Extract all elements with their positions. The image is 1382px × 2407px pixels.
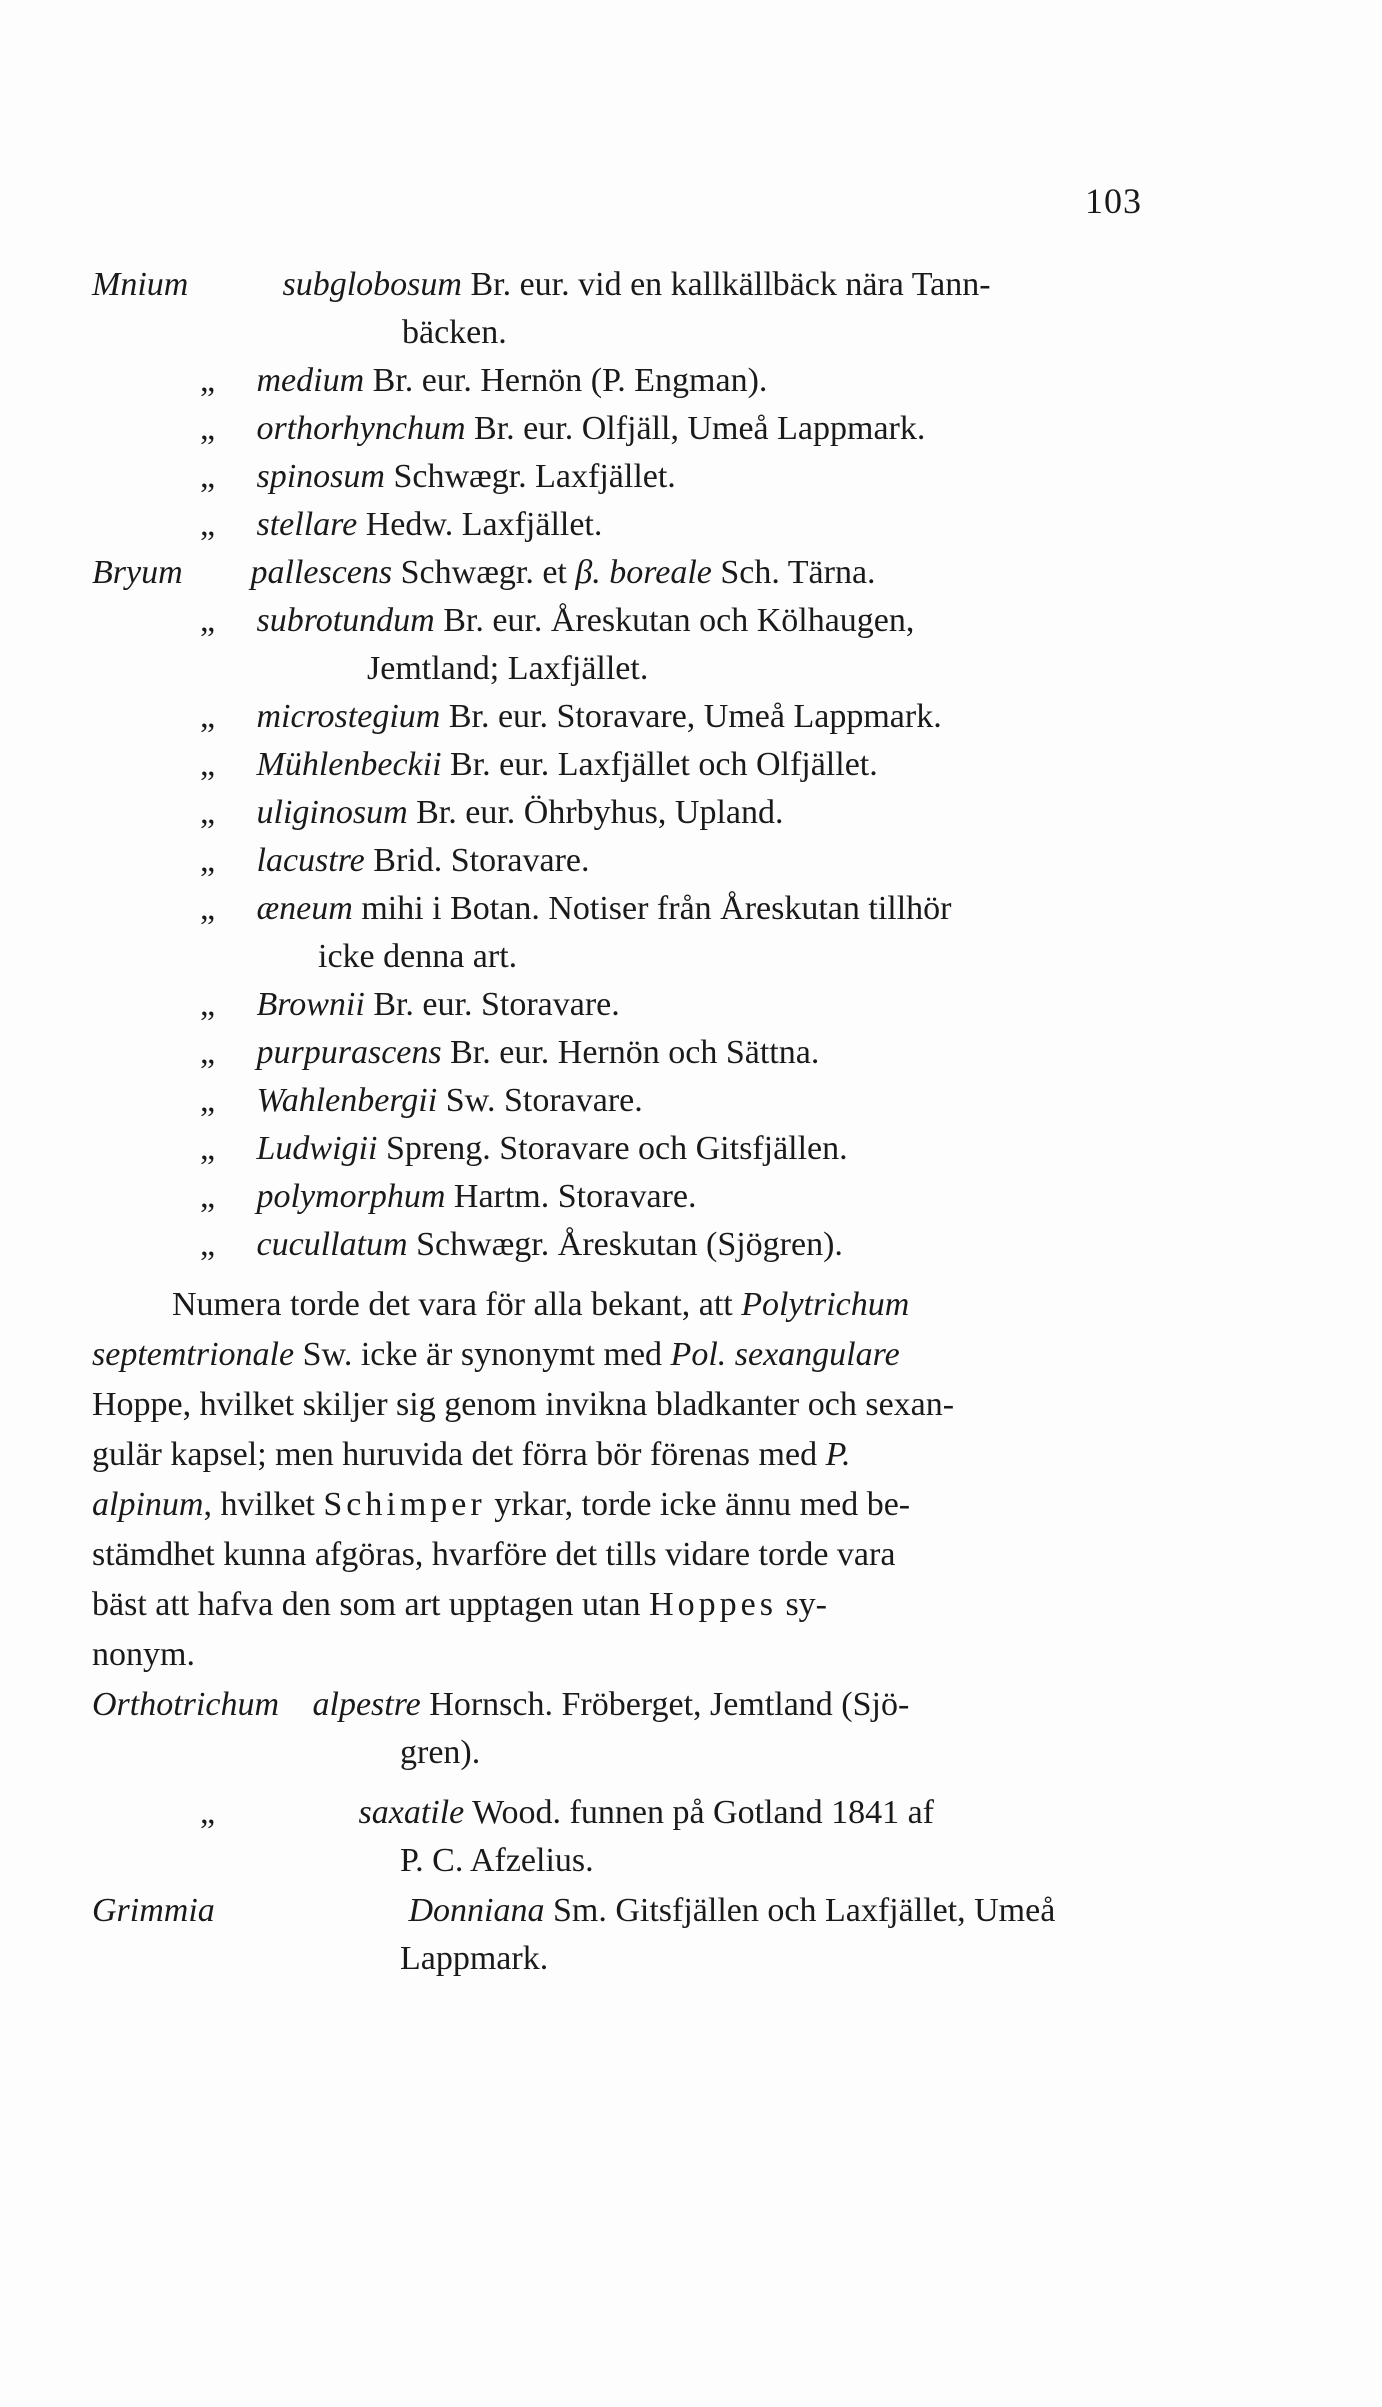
paragraph-text: Sw. icke är synonymt med xyxy=(294,1336,671,1373)
list-item xyxy=(200,1126,848,1172)
locality: Gitsfjällen och Laxfjället, Umeå xyxy=(615,1892,1056,1929)
species-name: æneum xyxy=(256,890,353,927)
list-item xyxy=(200,598,914,644)
species-name: subglobosum xyxy=(282,266,462,303)
locality: Åreskutan och Kölhaugen, xyxy=(550,602,915,639)
locality: Hernön (P. Engman). xyxy=(480,362,768,399)
species-name: subrotundum xyxy=(256,602,435,639)
species-name: stellare xyxy=(256,506,358,543)
author: mihi i Botan. xyxy=(361,890,540,927)
list-item xyxy=(200,1222,843,1268)
locality: Laxfjället. xyxy=(535,458,676,495)
paragraph-line: Hoppe, hvilket skiljer sig genom invikna bladkanter och sexan- xyxy=(92,1386,955,1423)
author: Br. eur. xyxy=(443,602,543,639)
species-name: Wahlenbergii xyxy=(256,1082,438,1119)
paragraph-text: gulär kapsel; men huruvida det förra bör förenas med xyxy=(92,1436,826,1473)
locality: Hernön och Sättna. xyxy=(557,1034,820,1071)
list-item xyxy=(200,358,767,404)
author: Br. eur. xyxy=(416,794,516,831)
paragraph-italic: alpinum xyxy=(92,1486,204,1523)
author: Brid. xyxy=(373,842,443,879)
ditto-mark: „ xyxy=(200,458,216,495)
author: Br. eur. xyxy=(448,698,549,735)
ditto-mark: „ xyxy=(200,1082,216,1119)
species-name: pallescens xyxy=(250,554,393,591)
paragraph-line: nonym. xyxy=(92,1636,195,1673)
list-item-continuation: Lappmark. xyxy=(400,1940,549,1977)
species-name: alpestre xyxy=(312,1686,421,1723)
author: Spreng. xyxy=(385,1130,491,1167)
list-item-continuation: gren). xyxy=(400,1734,481,1771)
ditto-mark: „ xyxy=(200,1034,216,1071)
list-item xyxy=(92,1888,1055,1934)
author: Wood. xyxy=(472,1794,562,1831)
list-item xyxy=(200,1790,934,1836)
ditto-mark: „ xyxy=(200,602,216,639)
ditto-mark: „ xyxy=(200,986,216,1023)
list-item-continuation: bäcken. xyxy=(402,314,507,351)
ditto-mark: „ xyxy=(200,794,216,831)
list-item xyxy=(200,790,784,836)
paragraph-line xyxy=(172,1282,909,1328)
locality: Storavare. xyxy=(503,1082,643,1119)
locality: Storavare, Umeå Lappmark. xyxy=(556,698,942,735)
locality: Storavare och Gitsfjällen. xyxy=(499,1130,848,1167)
author: Br. eur. xyxy=(470,266,570,303)
species-name: polymorphum xyxy=(256,1178,446,1215)
ditto-mark: „ xyxy=(200,1226,216,1263)
author: Hornsch. xyxy=(429,1686,553,1723)
locality: Öhrbyhus, Upland. xyxy=(523,794,784,831)
ditto-mark: „ xyxy=(200,698,216,735)
species-name: Ludwigii xyxy=(256,1130,378,1167)
list-item-continuation: P. C. Afzelius. xyxy=(400,1842,594,1879)
author: Schwægr. xyxy=(416,1226,550,1263)
paragraph-italic: Polytrichum xyxy=(741,1286,910,1323)
author: Br. eur. xyxy=(372,362,472,399)
list-item xyxy=(200,406,925,452)
locality: Olfjäll, Umeå Lappmark. xyxy=(581,410,926,447)
list-item xyxy=(200,454,676,500)
paragraph-text: yrkar, torde icke ännu med be- xyxy=(485,1486,911,1523)
species-name: lacustre xyxy=(256,842,365,879)
author: Schwægr. xyxy=(393,458,527,495)
list-item xyxy=(200,1174,697,1220)
author: Br. eur. xyxy=(450,1034,550,1071)
author: Br. eur. xyxy=(450,746,550,783)
list-item xyxy=(200,982,620,1028)
paragraph-line xyxy=(92,1432,850,1478)
ditto-mark: „ xyxy=(200,362,216,399)
paragraph-spaced: Schimper xyxy=(323,1486,486,1523)
species-name: cucullatum xyxy=(256,1226,408,1263)
species-name: medium xyxy=(256,362,365,399)
locality: Sch. Tärna. xyxy=(720,554,876,591)
list-item xyxy=(92,1682,909,1728)
ditto-mark: „ xyxy=(200,1178,216,1215)
list-item xyxy=(200,886,952,932)
ditto-mark: „ xyxy=(200,890,216,927)
species-name: Donniana xyxy=(408,1892,545,1929)
page-number: 103 xyxy=(1085,181,1142,221)
species-name: saxatile xyxy=(358,1794,465,1831)
locality: Storavare. xyxy=(450,842,590,879)
paragraph-text: bäst att hafva den som art upptagen utan xyxy=(92,1586,650,1623)
genus-name: Bryum xyxy=(92,554,183,591)
paragraph-italic: Pol. sexangulare xyxy=(670,1336,900,1373)
paragraph-text: Numera torde det vara för alla bekant, att xyxy=(172,1286,742,1323)
genus-name: Orthotrichum xyxy=(92,1686,279,1723)
locality: Fröberget, Jemtland (Sjö- xyxy=(561,1686,910,1723)
locality: Laxfjället. xyxy=(461,506,603,543)
paragraph-line xyxy=(92,1482,910,1528)
ditto-mark: „ xyxy=(200,506,216,543)
paragraph-text: sy- xyxy=(776,1586,828,1623)
paragraph-line xyxy=(92,1332,900,1378)
list-item xyxy=(200,694,942,740)
list-item xyxy=(200,1030,819,1076)
paragraph-line: stämdhet kunna afgöras, hvarföre det tills vidare torde vara xyxy=(92,1536,896,1573)
author: Br. eur. xyxy=(373,986,473,1023)
ditto-mark: „ xyxy=(200,842,216,879)
species-name: uliginosum xyxy=(256,794,408,831)
author: Hartm. xyxy=(453,1178,550,1215)
list-item xyxy=(92,550,876,596)
species-name: microstegium xyxy=(256,698,441,735)
ditto-mark: „ xyxy=(200,410,216,447)
list-item xyxy=(200,502,602,548)
list-item-continuation: icke denna art. xyxy=(318,938,518,975)
ditto-mark: „ xyxy=(200,1794,216,1831)
locality: Storavare. xyxy=(480,986,620,1023)
list-item xyxy=(200,1078,643,1124)
locality: funnen på Gotland 1841 af xyxy=(569,1794,934,1831)
locality: Åreskutan (Sjögren). xyxy=(557,1226,843,1263)
paragraph-italic: septemtrionale xyxy=(92,1336,295,1373)
paragraph-line xyxy=(92,1582,827,1628)
genus-name: Mnium xyxy=(92,266,189,303)
ditto-mark: „ xyxy=(200,1130,216,1167)
paragraph-spaced: Hoppes xyxy=(649,1586,777,1623)
species-name: purpurascens xyxy=(256,1034,442,1071)
locality: Laxfjället och Olfjället. xyxy=(557,746,878,783)
species-name: Brownii xyxy=(256,986,365,1023)
author: Hedw. xyxy=(365,506,454,543)
author: Schwægr. et xyxy=(400,554,567,591)
ditto-mark: „ xyxy=(200,746,216,783)
list-item xyxy=(200,838,590,884)
variety-name: β. boreale xyxy=(575,554,712,591)
species-name: spinosum xyxy=(256,458,385,495)
genus-name: Grimmia xyxy=(92,1892,215,1929)
list-item xyxy=(200,742,878,788)
species-name: orthorhynchum xyxy=(256,410,466,447)
list-item xyxy=(92,262,991,308)
author: Br. eur. xyxy=(474,410,574,447)
list-item-continuation: Jemtland; Laxfjället. xyxy=(367,650,649,687)
paragraph-italic: P. xyxy=(825,1436,851,1473)
paragraph-text: , hvilket xyxy=(203,1486,324,1523)
locality: Storavare. xyxy=(557,1178,697,1215)
locality: Notiser från Åreskutan tillhör xyxy=(548,890,952,927)
species-name: Mühlenbeckii xyxy=(256,746,442,783)
author: Sm. xyxy=(553,1892,607,1929)
author: Sw. xyxy=(445,1082,496,1119)
locality: vid en kallkällbäck nära Tann- xyxy=(578,266,991,303)
